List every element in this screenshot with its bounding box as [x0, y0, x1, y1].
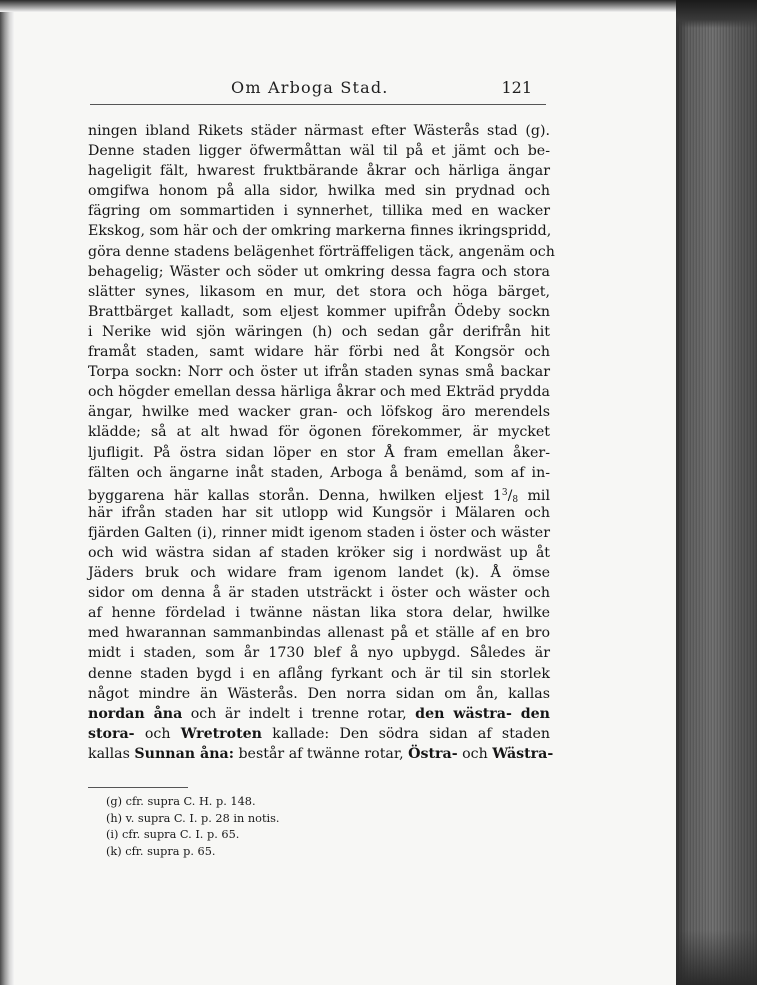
text-line: fjärden Galten (i), rinner midt igenom staden i öster och wäster — [88, 524, 550, 541]
text-line: i Nerike wid sjön wäringen (h) och sedan går derifrån hit — [88, 323, 550, 340]
text-segment: och — [134, 725, 181, 742]
bold-term: Wästra- — [492, 745, 554, 762]
text-segment: kallas — [88, 745, 135, 762]
bold-term: Wretroten — [180, 725, 262, 742]
text-line: midt i staden, som år 1730 blef å nyo upbygd. Således är — [88, 645, 550, 662]
page-number: 121 — [501, 78, 532, 97]
text-line-with-bold — [88, 724, 550, 744]
text-segment: och — [457, 745, 493, 762]
text-line-with-bold — [88, 744, 554, 764]
text-line: Brattbärget kalladt, som eljest kommer upifrån Ödeby sockn — [88, 303, 550, 320]
text-line: göra denne stadens belägenhet förträffeligen täck, angenäm och — [88, 243, 555, 260]
text-line: framåt staden, samt widare här förbi ned åt Kongsör och — [88, 344, 550, 361]
text-line: sidor om denna å är staden utsträckt i öster och wäster och — [88, 585, 550, 602]
fraction-slash: / — [507, 487, 513, 504]
top-edge-shadow — [0, 0, 680, 12]
text-line: behagelig; Wäster och söder ut omkring dessa fagra och stora — [88, 263, 550, 280]
text-line: omgifwa honom på alla sidor, hwilka med sin prydnad och — [88, 183, 550, 200]
text-line: Torpa sockn: Norr och öster ut ifrån staden synas små backar — [88, 364, 550, 381]
fraction-denominator: 8 — [512, 494, 519, 505]
header-rule — [90, 104, 546, 105]
book-fore-edge-shade — [676, 0, 757, 985]
running-title: Om Arboga Stad. — [231, 78, 389, 97]
text-line: fälten och ängarne inåt staden, Arboga å benämd, som af in- — [88, 464, 550, 481]
text-line: klädde; så at alt hwad för ögonen förekommer, är mycket — [88, 424, 550, 441]
bold-term: den wästra- den — [415, 705, 551, 722]
bold-term: nordan åna — [88, 705, 183, 722]
text-segment: kallade: Den södra sidan af staden — [261, 725, 550, 742]
text-segment: mil — [518, 487, 550, 504]
bold-term: stora- — [88, 725, 135, 742]
text-line: och wid wästra sidan af staden kröker sig i nordwäst up åt — [88, 544, 550, 561]
text-line: denne staden bygd i en aflång fyrkant och är til sin storlek — [88, 665, 550, 682]
text-segment: byggarena här kallas storån. Denna, hwilken eljest 1 — [88, 487, 502, 504]
footnote: (i) cfr. supra C. I. p. 65. — [106, 828, 240, 841]
text-line: slätter synes, likasom en mur, det stora och höga bärget, — [88, 283, 550, 300]
text-line: och högder emellan dessa härliga åkrar och med Ekträd prydda — [88, 384, 550, 401]
text-line: hageligit fält, hwarest fruktbärande åkrar och härliga ängar — [88, 163, 550, 180]
text-segment: består af twänne rotar, — [233, 745, 409, 762]
text-line-fraction — [88, 483, 550, 503]
bold-term: Östra- — [408, 745, 458, 762]
text-line: ängar, hwilke med wacker gran- och löfskog äro merendels — [88, 404, 550, 421]
footnote: (k) cfr. supra p. 65. — [106, 844, 216, 858]
text-line: af henne fördelad i twänne nästan lika stora delar, hwilke — [88, 605, 550, 622]
text-line: Denne staden ligger öfwermåttan wäl til på et jämt och be- — [88, 143, 550, 160]
footnotes — [106, 794, 406, 860]
text-line-with-bold — [88, 704, 550, 724]
text-line: ningen ibland Rikets städer närmast efter Wästerås stad (g). — [88, 123, 550, 139]
text-segment: och är indelt i trenne rotar, — [182, 705, 416, 722]
book-fore-edge-top — [676, 0, 757, 28]
text-line: Ekskog, som här och der omkring markerna finnes ikringspridd, — [88, 223, 552, 240]
text-line: något mindre än Wästerås. Den norra sidan om ån, kallas — [88, 685, 550, 702]
text-line: Jäders bruk och widare fram igenom landet (k). Å ömse — [88, 565, 550, 582]
text-line: ljufligit. På östra sidan löper en stor Å fram emellan åker- — [88, 444, 550, 461]
book-fore-edge-bottom — [676, 930, 757, 985]
footnote: (g) cfr. supra C. H. p. 148. — [106, 795, 256, 808]
body-text — [88, 121, 555, 764]
footnote: (h) v. supra C. I. p. 28 in notis. — [106, 811, 280, 825]
text-line: fägring om sommartiden i synnerhet, tillika med en wacker — [88, 203, 550, 220]
footnote-rule — [88, 787, 188, 788]
fraction-numerator: 3 — [501, 487, 508, 498]
page-header — [88, 78, 550, 106]
text-line: med hwarannan sammanbindas allenast på et ställe af en bro — [88, 625, 550, 642]
bold-term: Sunnan åna: — [134, 745, 234, 762]
text-line: här ifrån staden har sit utlopp wid Kungsör i Mälaren och — [88, 504, 550, 521]
left-gutter-shadow — [0, 0, 14, 985]
